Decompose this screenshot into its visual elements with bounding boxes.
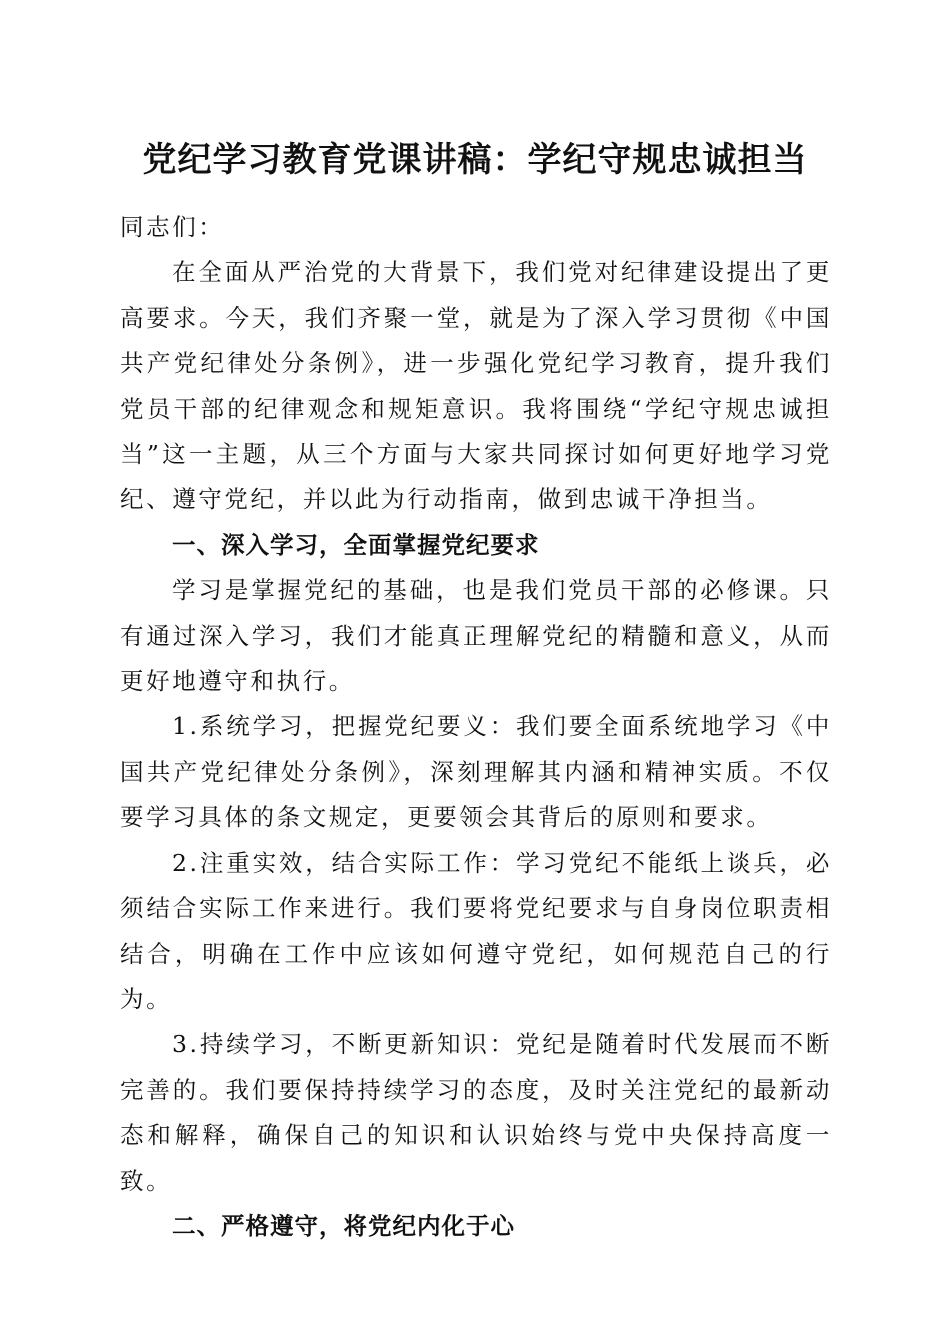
section-1-point-2: 2.注重实效，结合实际工作：学习党纪不能纸上谈兵，必须结合实际工作来进行。我们要将党纪要求与自身岗位职责相结合，明确在工作中应该如何遵守党纪，如何规范自己的行为。 (120, 848, 832, 1013)
salutation: 同志们： (120, 213, 225, 241)
document-title: 党纪学习教育党课讲稿：学纪守规忠诚担当 (142, 140, 808, 180)
section-1-point-3: 3.持续学习，不断更新知识：党纪是随着时代发展而不断完善的。我们要保持持续学习的态度，及时关注党纪的最新动态和解释，确保自己的知识和认识始终与党中央保持高度一致。 (120, 1030, 832, 1195)
section-1-intro: 学习是掌握党纪的基础，也是我们党员干部的必修课。只有通过深入学习，我们才能真正理解党纪的精髓和意义，从而更好地遵守和执行。 (120, 576, 832, 696)
section-2-heading: 二、严格遵守，将党纪内化于心 (172, 1211, 515, 1240)
document-body (120, 205, 832, 1249)
section-1-point-1: 1.系统学习，把握党纪要义：我们要全面系统地学习《中国共产党纪律处分条例》，深刻理解其内涵和精神实质。不仅要学习具体的条文规定，更要领会其背后的原则和要求。 (120, 712, 832, 832)
section-1-heading: 一、深入学习，全面掌握党纪要求 (172, 530, 540, 559)
intro-paragraph: 在全面从严治党的大背景下，我们党对纪律建设提出了更高要求。今天，我们齐聚一堂，就是为了深入学习贯彻《中国共产党纪律处分条例》，进一步强化党纪学习教育，提升我们党员干部的纪律观念和规矩意识。我将围绕“学纪守规忠诚担当”这一主题，从三个方面与大家共同探讨如何更好地学习党纪、遵守党纪，并以此为行动指南，做到忠诚干净担当。 (120, 258, 832, 514)
